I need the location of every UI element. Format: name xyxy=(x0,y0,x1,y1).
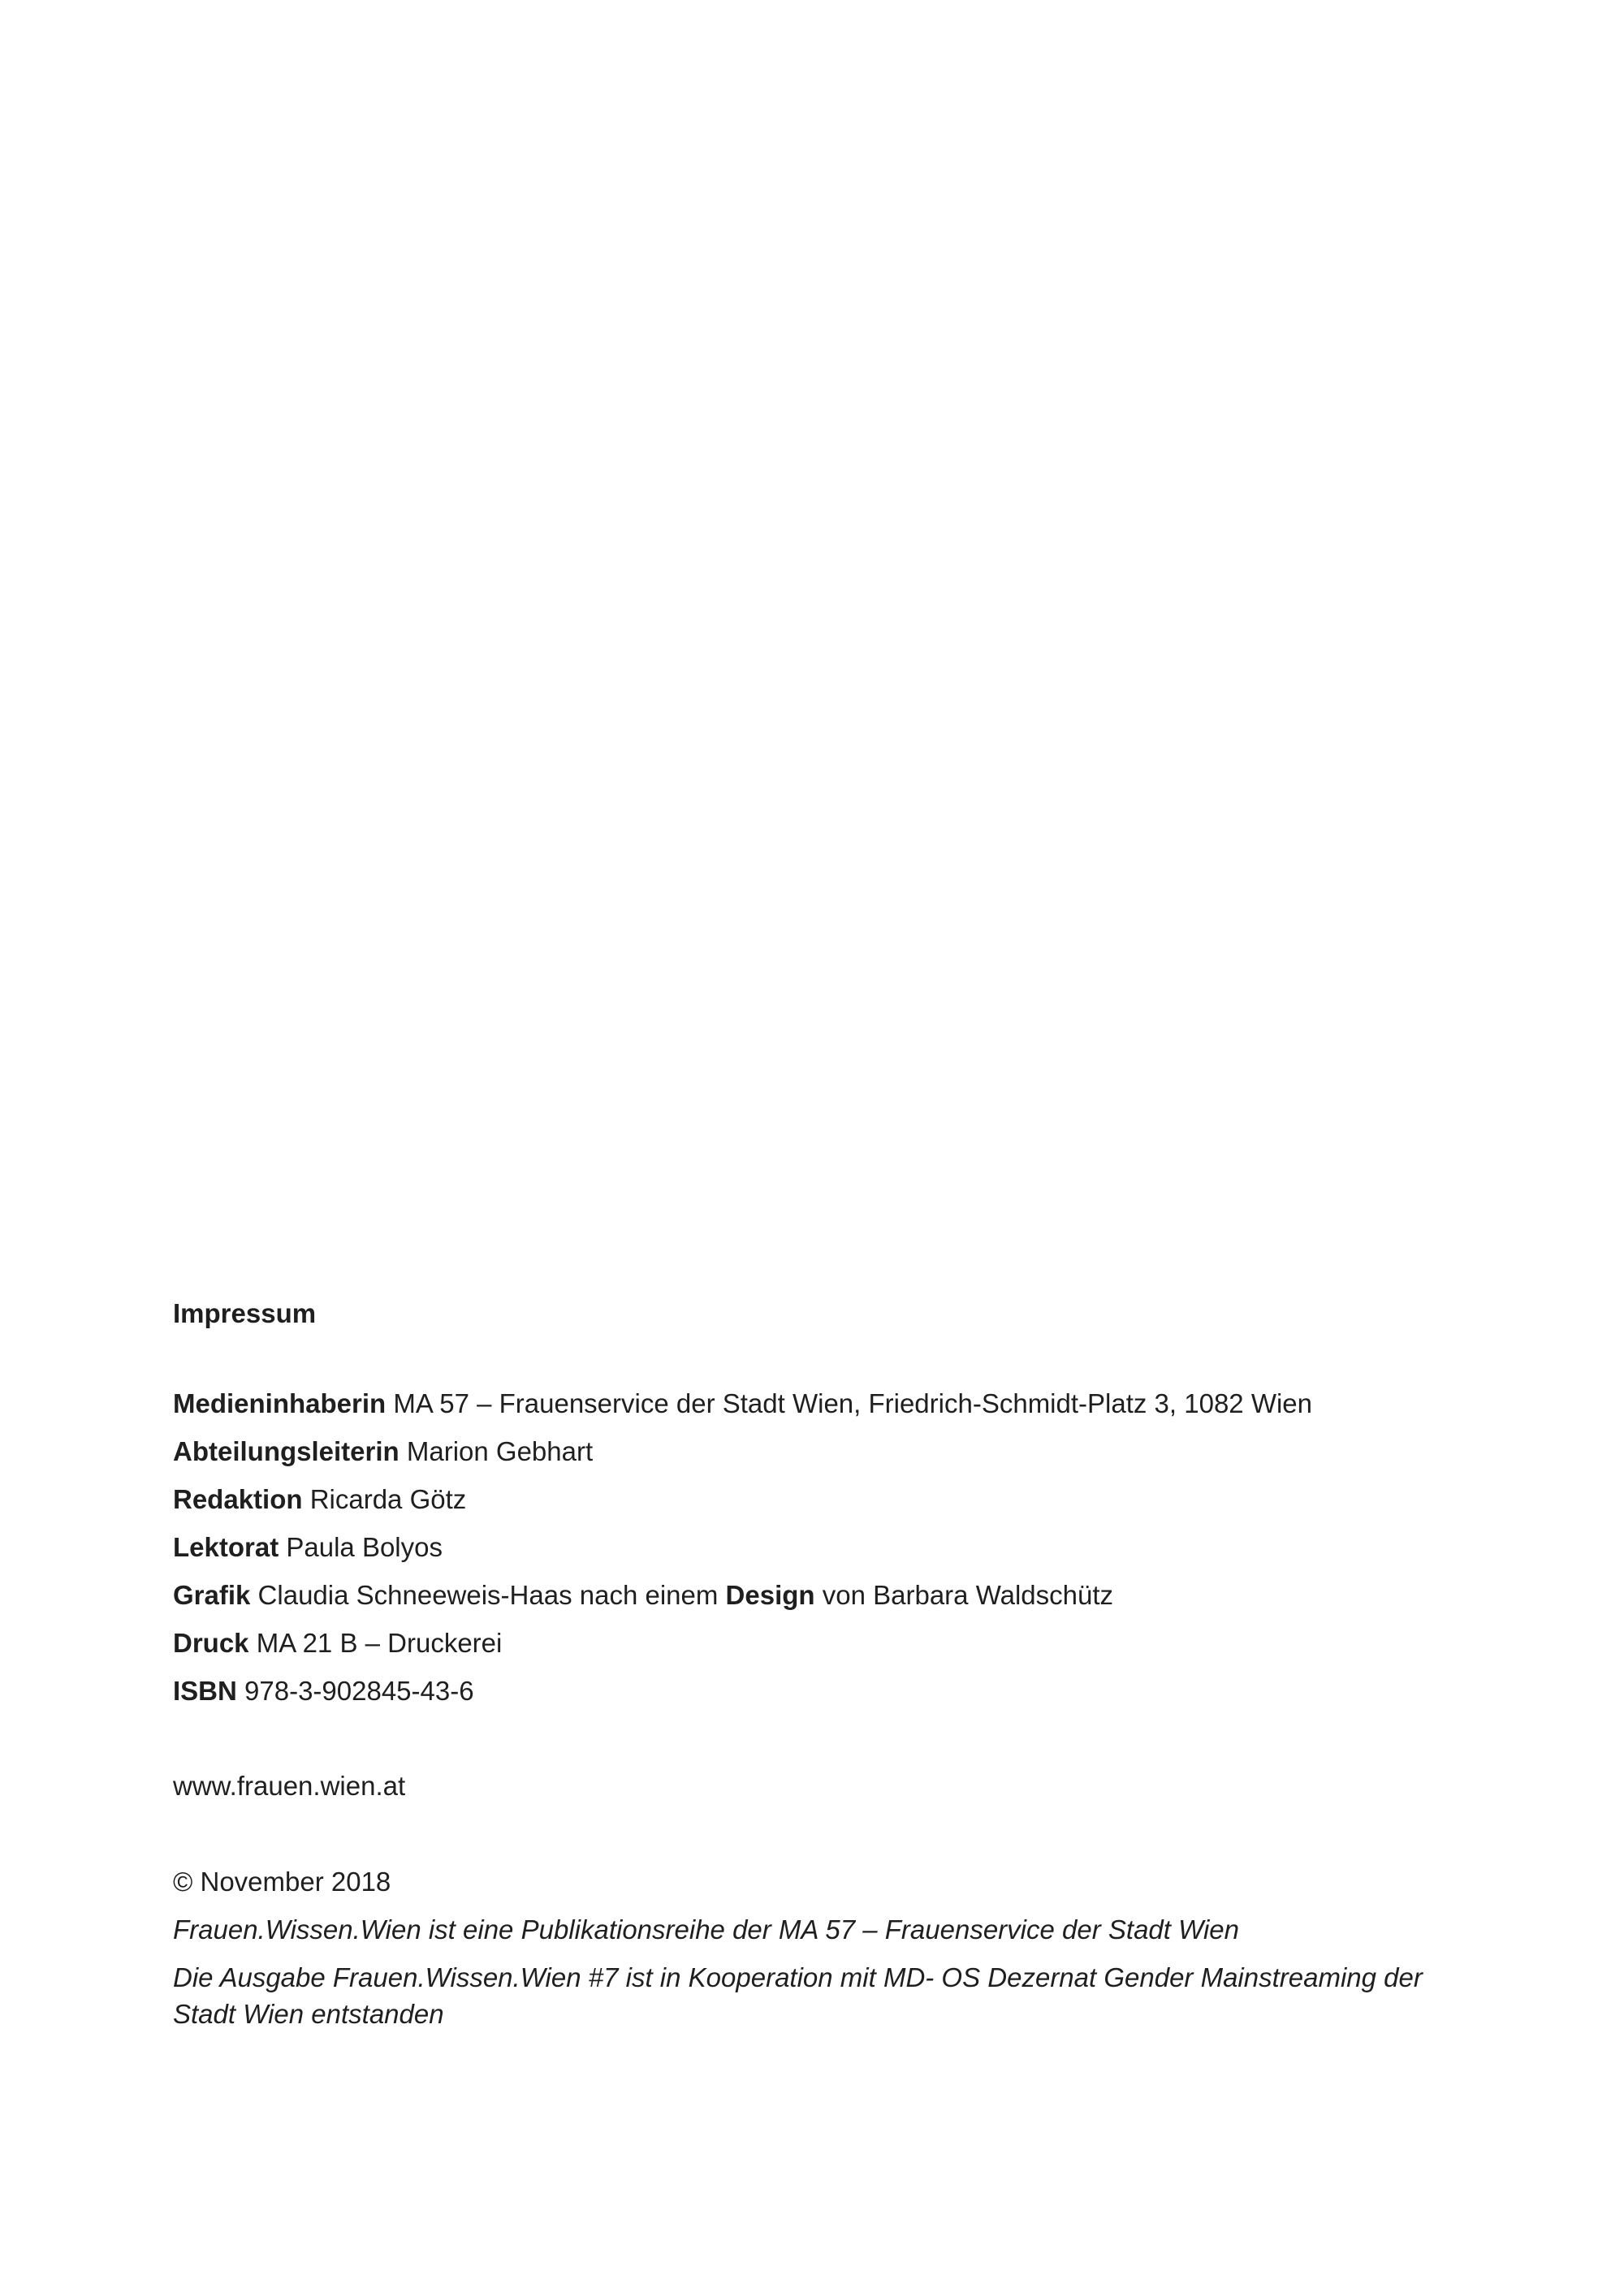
credit-value: Paula Bolyos xyxy=(286,1531,443,1562)
credit-media-owner xyxy=(173,1386,1440,1422)
credit-graphics xyxy=(173,1578,1440,1614)
imprint-block xyxy=(173,1296,1440,2044)
credit-print xyxy=(173,1625,1440,1662)
credit-value: MA 57 – Frauenservice der Stadt Wien, Friedrich-Schmidt-Platz 3, 1082 Wien xyxy=(393,1388,1313,1418)
credit-label: Medieninhaberin xyxy=(173,1388,387,1418)
credit-value: Ricarda Götz xyxy=(309,1483,467,1514)
credit-label: Redaktion xyxy=(173,1483,303,1514)
credit-department-head xyxy=(173,1434,1440,1470)
copyright-line: © November 2018 xyxy=(173,1866,391,1897)
series-note: Frauen.Wissen.Wien ist eine Publikationsreihe der MA 57 – Frauenservice der Stadt Wien xyxy=(173,1914,1240,1945)
credit-isbn xyxy=(173,1673,1440,1710)
credit-label: Grafik xyxy=(173,1579,251,1610)
credit-label: Druck xyxy=(173,1627,249,1658)
credit-editor xyxy=(173,1482,1440,1518)
credit-label: Lektorat xyxy=(173,1531,279,1562)
credit-value: Marion Gebhart xyxy=(406,1435,594,1466)
credit-value: Claudia Schneeweis-Haas nach einem xyxy=(257,1579,719,1610)
credit-label: ISBN xyxy=(173,1675,237,1706)
website-url: www.frauen.wien.at xyxy=(173,1771,406,1802)
imprint-heading: Impressum xyxy=(173,1298,317,1328)
cooperation-note: Die Ausgabe Frauen.Wissen.Wien #7 ist in Kooperation mit MD- OS Dezernat Gender Mainstreaming der Stadt Wien entstanden xyxy=(173,1962,1423,2029)
credit-proofreading xyxy=(173,1530,1440,1566)
credit-value: von Barbara Waldschütz xyxy=(822,1579,1114,1610)
credit-value: MA 21 B – Druckerei xyxy=(256,1627,503,1658)
credit-label: Abteilungsleiterin xyxy=(173,1435,400,1466)
credit-value: 978-3-902845-43-6 xyxy=(244,1675,474,1706)
design-label: Design xyxy=(725,1579,815,1610)
